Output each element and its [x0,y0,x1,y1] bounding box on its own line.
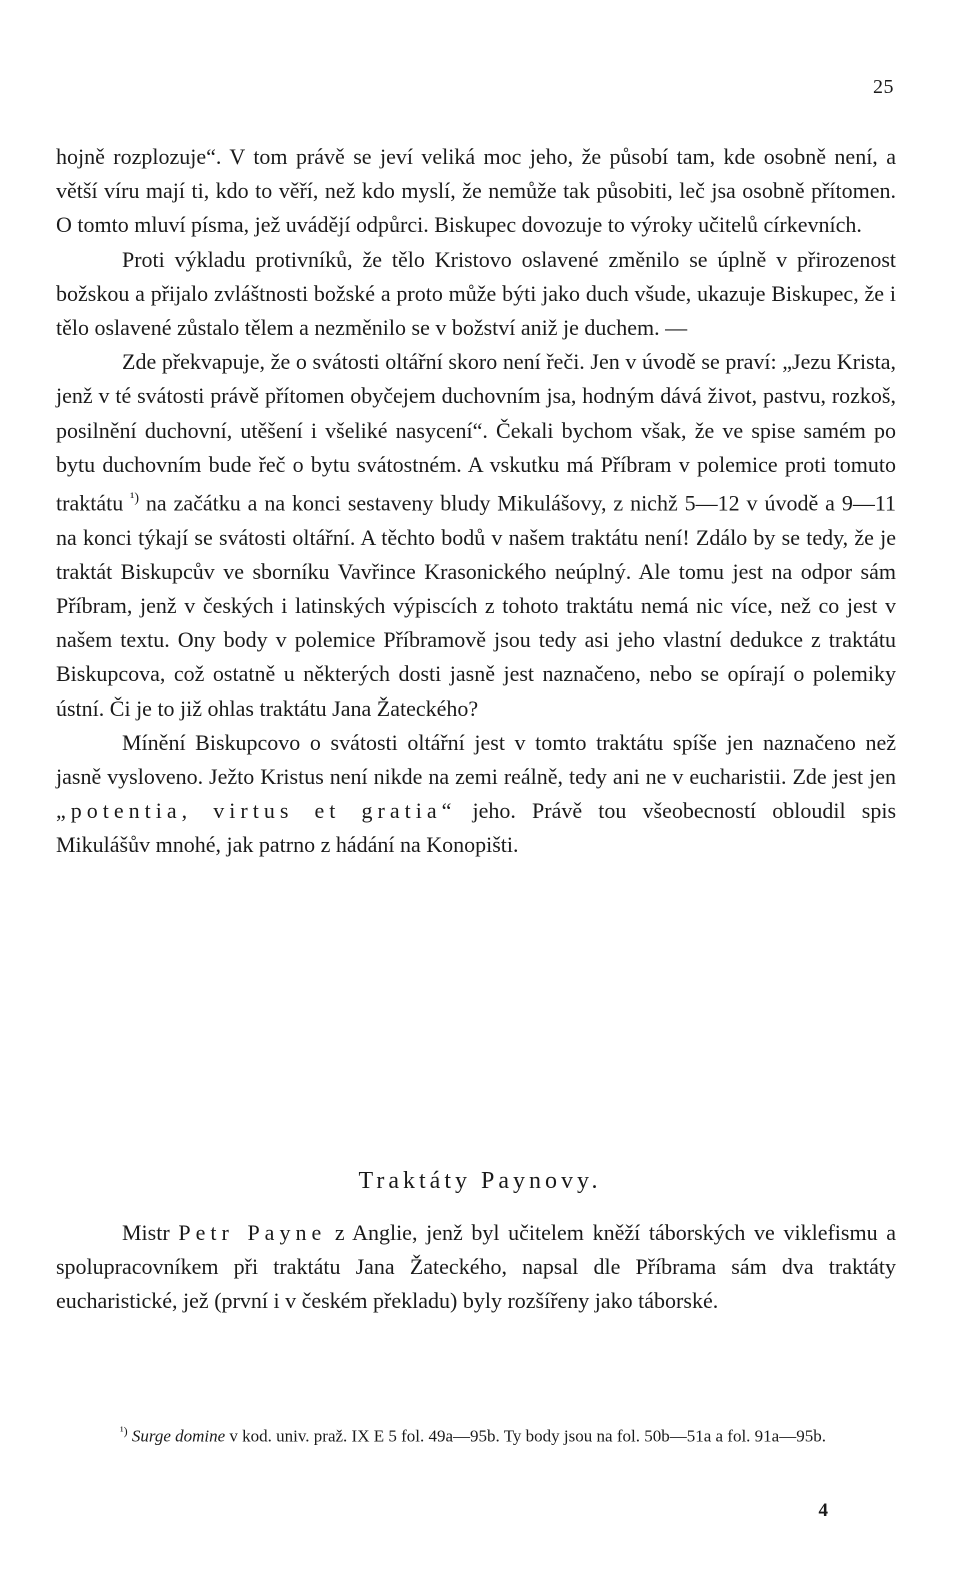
author-name-spaced: Petr Payne [178,1220,327,1245]
footnote-title: Surge domine [131,1426,226,1446]
paragraph-1 [56,140,896,243]
footnote [56,1418,896,1450]
paragraph-4 [56,726,896,863]
footnote-marker: ¹) [120,1424,128,1438]
paragraph-3 [56,345,896,726]
section-text-before: Mistr [122,1220,170,1245]
section-text-after: z Anglie, jenž byl učitelem kněží táborských ve viklefismu a spolupracovníkem při traktátu Jana Žateckého, napsal dle Příbrama sám dva traktáty eucharistické, jež (první i v českém překladu) byly rozšířeny jako táborské. [56,1220,896,1313]
paragraph-2-text: Proti výkladu protivníků, že tělo Kristovo oslavené změnilo se úplně v přirozenost božskou a přijalo zvláštnosti božské a proto může býti jako duch všude, ukazuje Biskupec, že i tělo oslavené zůstalo tělem a nezměnilo se v božství aniž je duchem. — [56,246,896,341]
footnote-reference[interactable]: ¹) [130,491,139,507]
spaced-quotation: „potentia, virtus et gratia“ [56,798,457,824]
main-text [56,140,896,863]
footnote-paragraph [56,1418,896,1450]
section-paragraph [56,1216,896,1318]
paragraph-3-text: Zde překvapuje, že o svátosti oltářní skoro není řeči. Jen v úvodě se praví: „Jezu Krista, jenž v té svátosti právě přítomen obyčejem duchovním jsa, hodným dává život, pastvu, rozkoš, posilnění duchovní, utěšení i všeliké nasycení“. Čekali bychom však, že ve spise samém po bytu duchovním bude řeč o bytu svátostném. A vskutku má Příbram v polemice proti tomuto traktátu [56,349,896,516]
paragraph-2 [56,243,896,346]
sheet-signature-mark: 4 [818,1500,828,1521]
paragraph-4-text: Mínění Biskupcovo o svátosti oltářní jest v tomto traktátu spíše jen naznačeno než jasně vysloveno. Ježto Kristus není nikde na zemi reálně, tedy ani ne v eucharistii. Zde jest jen [56,729,896,789]
paragraph-1-text: hojně rozplozuje“. V tom právě se jeví veliká moc jeho, že působí tam, kde osobně není, a větší víru mají ti, kdo to věří, než kdo myslí, že nemůže tak působiti, leč jsa osobně přítomen. O tomto mluví písma, jež uvádějí odpůrci. Biskupec dovozuje to výroky učitelů církevních. [56,144,896,238]
footnote-text: v kod. univ. praž. IX E 5 fol. 49a—95b. Ty body jsou na fol. 50b—51a a fol. 91a—95b. [229,1426,826,1446]
page-number: 25 [873,76,894,98]
paragraph-3-text-continued: na začátku a na konci sestaveny bludy Mikulášovy, z nichž 5—12 v úvodě a 9—11 na konci týkají se svátosti oltářní. A těchto bodů v našem traktátu není! Zdálo by se tedy, že je traktát Biskupcův ve sborníku Vavřince Krasonického neúplný. Ale tomu jest na odpor sám Příbram, jenž v českých i latinských výpiscích z tohoto traktátu nemá nic více, než co jest v našem textu. Ony body v polemice Příbramově jsou tedy asi jeho vlastní dedukce z traktátu Biskupcova, což ostatně u některých dosti jasně jest naznačeno, nebo se opírají o polemiky ústní. Či je to již ohlas traktátu Jana Žateckého? [56,490,897,721]
section-heading: Traktáty Paynovy. [358,1168,602,1194]
section-text [56,1216,896,1318]
paragraph-4-text-continued: jeho. Právě tou všeobecností obloudil spis Mikulášův mnohé, jak patrno z hádání na Konopišti. [56,798,897,858]
